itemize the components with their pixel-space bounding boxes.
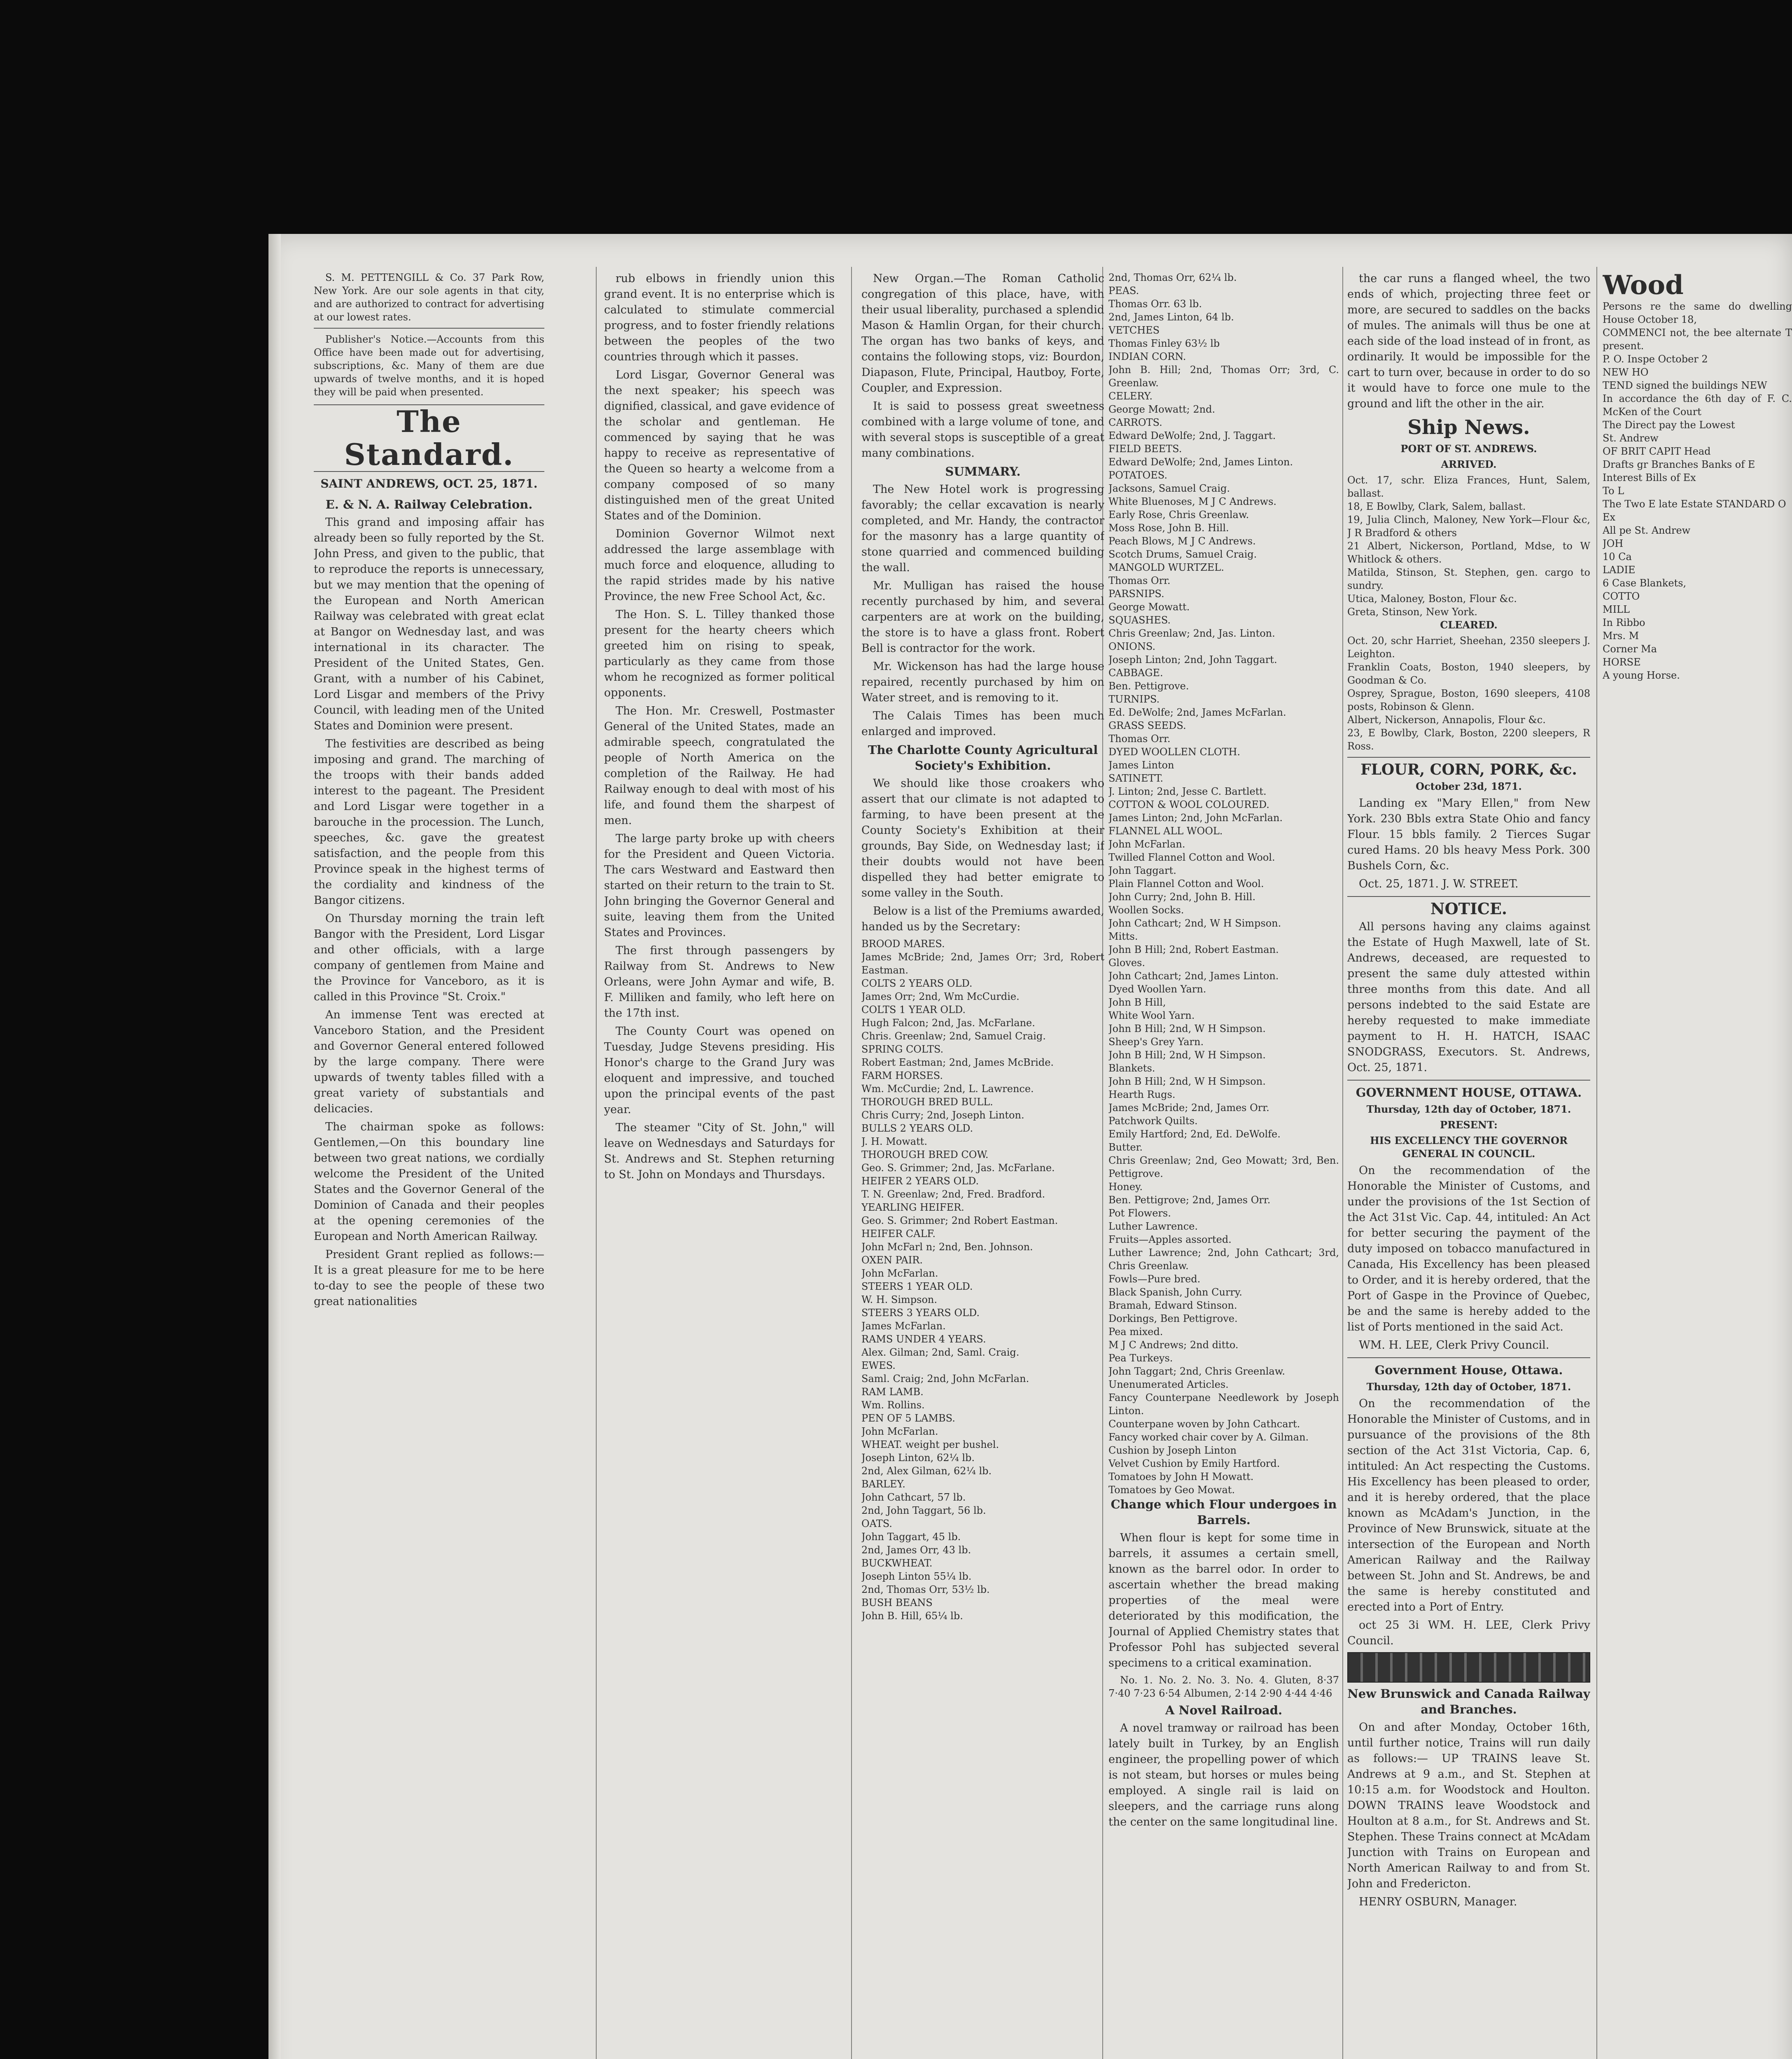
premium-entry: Pot Flowers. (1108, 1207, 1171, 1219)
article-paragraph: Dominion Governor Wilmot next addressed the large assemblage with much force and eloquence, alluding to the rapid strides made by his native Province, the new Free School Act, &c. (604, 528, 835, 603)
premium-entry: John Cathcart; 2nd, W H Simpson. (1108, 917, 1281, 929)
premium-entry: Joseph Linton 55¼ lb. (861, 1571, 972, 1582)
article-heading: E. & N. A. Railway Celebration. (325, 497, 533, 511)
fragment-line: Corner Ma (1603, 643, 1657, 655)
fragment-line: NEW HO (1603, 367, 1649, 378)
premium-entry: 2nd, James Linton, 64 lb. (1108, 311, 1234, 323)
premium-entry: Patchwork Quilts. (1108, 1115, 1198, 1127)
premium-entry: COLTS 2 YEARS OLD. (861, 978, 973, 989)
flour-heading: Change which Flour undergoes in Barrels. (1111, 1497, 1337, 1527)
premium-entry: Scotch Drums, Samuel Craig. (1108, 549, 1257, 560)
premium-entry: ONIONS. (1108, 641, 1156, 652)
premium-entry: Thomas Orr. 63 lb. (1108, 298, 1202, 310)
premium-entry: THOROUGH BRED COW. (861, 1149, 989, 1160)
newspaper-page (268, 234, 1792, 2059)
rail-sign: HENRY OSBURN, Manager. (1359, 1896, 1517, 1908)
premium-entry: George Mowatt; 2nd. (1108, 404, 1216, 415)
article-paragraph: The festivities are described as being imposing and grand. The marching of the troops with their bands added interest to the pageant. The President and Lord Lisgar were together in a barouche in the procession. The Lunch, speeches, &c. gave the greatest satisfaction, and the people from this Province speak in the highest terms of the cordiality and kindness of the Bangor citizens. (314, 738, 544, 907)
premium-entry: Chris Greenlaw; 2nd, Geo Mowatt; 3rd, Ben. Pettigrove. (1108, 1155, 1339, 1179)
premium-entry: John Cathcart, 57 lb. (861, 1492, 966, 1503)
flour-ad-sign: Oct. 25, 1871. J. W. STREET. (1359, 878, 1519, 890)
premium-entry: FIELD BEETS. (1108, 443, 1182, 455)
premium-entry: SPRING COLTS. (861, 1044, 944, 1055)
premium-entry: CABBAGE. (1108, 667, 1163, 679)
fragment-line: All pe St. Andrew (1603, 525, 1691, 536)
fragment-line: In accordance the 6th day of F. C. McKen of the Court (1603, 393, 1792, 418)
article-paragraph: This grand and imposing affair has already been so fully reported by the St. John Press, and given to the public, that to reproduce the reports is unnecessary, but we may mention that the opening of the European and North American Railway was celebrated with great eclat at Bangor on Wednesday last, and was international in its character. The President of the United States, Gen. Grant, with a number of his Cabinet, Lord Lisgar and members of the Privy Council, with leading men of the United States and Dominion were present. (314, 516, 544, 732)
fragment-line: The Two E late Estate STANDARD O (1603, 498, 1786, 510)
premium-entry: CARROTS. (1108, 417, 1162, 428)
summary-paragraph: Mr. Mulligan has raised the house recently purchased by him, and several carpenters are at work on the building, the store is to have a glass front. Robert Bell is contractor for the work. (861, 579, 1104, 655)
flour-table: No. 1. No. 2. No. 3. No. 4. Gluten, 8·37 7·40 7·23 6·54 Albumen, 2·14 2·90 4·44 4·46 (1108, 1674, 1339, 1699)
premium-entry: James Orr; 2nd, Wm McCurdie. (861, 991, 1020, 1002)
premium-entry: Edward DeWolfe; 2nd, J. Taggart. (1108, 430, 1276, 441)
clearance-entry: Oct. 20, schr Harriet, Sheehan, 2350 sleepers J. Leighton. (1347, 635, 1590, 660)
premium-entry: 2nd, Alex Gilman, 62¼ lb. (861, 1465, 992, 1477)
premium-entry: Gloves. (1108, 957, 1146, 969)
article-paragraph: It is said to possess great sweetness combined with a large volume of tone, and with several stops is susceptible of a great many combinations. (861, 400, 1104, 460)
premium-entry: COTTON & WOOL COLOURED. (1108, 799, 1269, 810)
arrival-entry: 19, Julia Clinch, Maloney, New York—Flour &c, J R Bradford & others (1347, 514, 1590, 539)
gov2-date: Thursday, 12th day of October, 1871. (1366, 1381, 1571, 1393)
article-paragraph: The chairman spoke as follows: Gentlemen,—On this boundary line between two great nations, we cordially welcome the President of the United States and the Governor General of the Dominion of Canada and their peoples at the opening ceremonies of the European and North American Railway. (314, 1121, 544, 1243)
column-1 (314, 271, 544, 2059)
premium-entry: BUCKWHEAT. (861, 1557, 933, 1569)
premium-entry: Cushion by Joseph Linton (1108, 1445, 1237, 1456)
summary-paragraph: The New Hotel work is progressing favorably; the cellar excavation is nearly completed, and Mr. Handy, the contractor for the masonry has a large quantity of stone quarried and commenced building the wall. (861, 483, 1104, 574)
premium-entry: Thomas Orr. (1108, 733, 1171, 745)
premium-entry: RAMS UNDER 4 YEARS. (861, 1333, 986, 1345)
premium-entry: Twilled Flannel Cotton and Wool. (1108, 852, 1275, 863)
article-paragraph: Lord Lisgar, Governor General was the next speaker; his speech was dignified, classical, and gave evidence of the scholar and gentleman. He commenced by saying that he was happy to receive as representative of the Queen so hearty a welcome from a company composed of so many distinguished men of the great United States and of the Dominion. (604, 369, 835, 522)
column-rule (1342, 267, 1343, 2059)
premium-entry: 2nd, Thomas Orr, 62¼ lb. (1108, 272, 1237, 283)
column-2 (604, 271, 835, 2059)
arrival-entry: 21 Albert, Nickerson, Portland, Mdse, to W Whitlock & others. (1347, 540, 1590, 565)
premium-entry: James McFarlan. (861, 1320, 946, 1332)
masthead: The Standard. (314, 404, 544, 472)
article-paragraph: rub elbows in friendly union this grand event. It is no enterprise which is calculated to stimulate commercial progress, and to foster friendly relations between the peoples of the two countries through which it passes. (604, 272, 835, 363)
premium-entry: John Curry; 2nd, John B. Hill. (1108, 891, 1256, 903)
fragment-line: JOH (1603, 538, 1624, 549)
premium-entry: John McFarl n; 2nd, Ben. Johnson. (861, 1241, 1033, 1253)
premium-entry: John B Hill; 2nd, W H Simpson. (1108, 1076, 1266, 1087)
premium-entry: TURNIPS. (1108, 693, 1160, 705)
premium-entry: Thomas Finley 63½ lb (1108, 338, 1220, 349)
premium-entry: John Taggart. (1108, 865, 1176, 876)
premium-entry: Emily Hartford; 2nd, Ed. DeWolfe. (1108, 1128, 1281, 1140)
arrival-entry: Matilda, Stinson, St. Stephen, gen. cargo to sundry. (1347, 567, 1590, 591)
premium-entry: Jacksons, Samuel Craig. (1108, 483, 1230, 494)
gov-sign: WM. H. LEE, Clerk Privy Council. (1359, 1339, 1549, 1352)
premium-entry: Fancy worked chair cover by A. Gilman. (1108, 1431, 1309, 1443)
premium-list (861, 937, 1104, 1622)
article-paragraph: The large party broke up with cheers for the President and Queen Victoria. The cars Westward and Eastward then started on their return to the train to St. John bringing the Governor General and suite, leaving them from the United States and Provinces. (604, 832, 835, 939)
fragment-line: 6 Case Blankets, (1603, 577, 1687, 589)
premium-entry: John Taggart; 2nd, Chris Greenlaw. (1108, 1366, 1286, 1377)
premium-entry: THOROUGH BRED BULL. (861, 1096, 993, 1108)
gov-council: HIS EXCELLENCY THE GOVERNOR GENERAL IN COUNCIL. (1370, 1135, 1568, 1160)
column-6 (1603, 271, 1792, 2059)
arrival-entry: Utica, Maloney, Boston, Flour &c. (1347, 593, 1517, 605)
fragment-line: To L (1603, 485, 1624, 497)
premium-entry: Hearth Rugs. (1108, 1089, 1176, 1100)
gov-date: Thursday, 12th day of October, 1871. (1366, 1103, 1571, 1115)
premium-entry: John B. Hill; 2nd, Thomas Orr; 3rd, C. Greenlaw. (1108, 364, 1339, 389)
column-rule (1596, 267, 1597, 2059)
premium-entry: John Cathcart; 2nd, James Linton. (1108, 970, 1279, 982)
arrivals-list (1347, 474, 1590, 619)
train-illustration (1347, 1652, 1590, 1683)
column-5 (1347, 271, 1590, 2059)
fragment-line: St. Andrew (1603, 432, 1659, 444)
exhibition-heading: The Charlotte County Agricultural Society's Exhibition. (868, 743, 1098, 773)
premium-entry: BUSH BEANS (861, 1597, 933, 1608)
fragment-line: A young Horse. (1603, 670, 1680, 681)
premium-entry: White Wool Yarn. (1108, 1010, 1195, 1021)
arrival-entry: 18, E Bowlby, Clark, Salem, ballast. (1347, 501, 1526, 512)
premium-entry: Wm. McCurdie; 2nd, L. Lawrence. (861, 1083, 1034, 1095)
premium-entry: HEIFER CALF. (861, 1228, 936, 1240)
clearance-entry: Albert, Nickerson, Annapolis, Flour &c. (1347, 714, 1546, 726)
premium-entry: FLANNEL ALL WOOL. (1108, 825, 1223, 837)
premium-entry: Ben. Pettigrove. (1108, 680, 1189, 692)
premium-entry: COLTS 1 YEAR OLD. (861, 1004, 966, 1015)
article-paragraph: The Hon. S. L. Tilley thanked those present for the hearty cheers which greeted him on rising to speak, particularly as they came from those whom he recognized as former political opponents. (604, 608, 835, 699)
premium-entry: Fruits—Apples assorted. (1108, 1234, 1232, 1245)
article-paragraph: An immense Tent was erected at Vanceboro Station, and the President and Governor General entered followed by the large company. There were upwards of twenty tables filled with a great variety of substantials and delicacies. (314, 1008, 544, 1115)
premium-entry: GRASS SEEDS. (1108, 720, 1186, 731)
article-paragraph: President Grant replied as follows:— It is a great pleasure for me to be here to-day to see the people of these two great nationalities (314, 1248, 544, 1308)
premium-entry: John B Hill, (1108, 997, 1166, 1008)
gov-present: PRESENT: (1440, 1119, 1498, 1131)
premium-entry: Tomatoes by Geo Mowat. (1108, 1484, 1235, 1496)
clearances-list (1347, 634, 1590, 753)
premium-entry: RAM LAMB. (861, 1386, 924, 1398)
fragment-line: HORSE (1603, 656, 1641, 668)
premium-entry: John McFarlan. (861, 1426, 938, 1437)
fragment-line: LADIE (1603, 564, 1636, 576)
divider (314, 328, 544, 329)
premium-entry: Peach Blows, M J C Andrews. (1108, 535, 1256, 547)
arrival-entry: Oct. 17, schr. Eliza Frances, Hunt, Salem, ballast. (1347, 474, 1590, 499)
premium-entry: SQUASHES. (1108, 614, 1171, 626)
dateline: SAINT ANDREWS, OCT. 25, 1871. (320, 477, 538, 490)
article-paragraph: The County Court was opened on Tuesday, Judge Stevens presiding. His Honor's charge to the Grand Jury was eloquent and impressive, and touched upon the principal events of the past year. (604, 1025, 835, 1116)
premium-entry: J. H. Mowatt. (861, 1136, 927, 1147)
premium-entry: PEN OF 5 LAMBS. (861, 1412, 955, 1424)
premium-entry: Unenumerated Articles. (1108, 1379, 1229, 1390)
premium-entry: Hugh Falcon; 2nd, Jas. McFarlane. (861, 1017, 1035, 1029)
fragment-line: MILL (1603, 604, 1630, 615)
premium-entry: PARSNIPS. (1108, 588, 1164, 600)
premium-entry: HEIFER 2 YEARS OLD. (861, 1175, 979, 1187)
clearance-entry: Franklin Coats, Boston, 1940 sleepers, by Goodman & Co. (1347, 661, 1590, 686)
premium-entry: OXEN PAIR. (861, 1254, 923, 1266)
premium-entry: Edward DeWolfe; 2nd, James Linton. (1108, 456, 1293, 468)
arrived-heading: ARRIVED. (1441, 458, 1497, 470)
premium-entry: Chris Greenlaw; 2nd, Jas. Linton. (1108, 628, 1275, 639)
agents-notice: S. M. PETTENGILL & Co. 37 Park Row, New York. Are our sole agents in that city, and are authorized to contract for advertising at our lowest rates. (314, 272, 544, 323)
premium-entry: Wm. Rollins. (861, 1399, 925, 1411)
fragment-line: OF BRIT CAPIT Head (1603, 446, 1711, 457)
premium-entry: Robert Eastman; 2nd, James McBride. (861, 1057, 1054, 1068)
fragment-line: COTTO (1603, 591, 1640, 602)
premium-entry: Joseph Linton; 2nd, John Taggart. (1108, 654, 1277, 665)
premium-entry: STEERS 1 YEAR OLD. (861, 1281, 973, 1292)
premium-entry: Butter. (1108, 1142, 1143, 1153)
premium-entry: Ben. Pettigrove; 2nd, James Orr. (1108, 1194, 1271, 1206)
premium-entry: STEERS 3 YEARS OLD. (861, 1307, 980, 1319)
wood-title: Wood (1603, 271, 1684, 301)
premium-entry: John McFarlan. (1108, 838, 1185, 850)
fragment-line: Mrs. M (1603, 630, 1639, 642)
ship-news-title: Ship News. (1407, 416, 1530, 439)
premium-entry: Bramah, Edward Stinson. (1108, 1300, 1237, 1311)
divider (1347, 757, 1590, 758)
publisher-notice: Publisher's Notice.—Accounts from this Office have been made out for advertising, subscriptions, &c. Many of them are due upwards of twelve months, and it is hoped they will be paid when presented. (314, 334, 544, 398)
fragment-line: COMMENCI not, the bee alternate T present. (1603, 327, 1792, 352)
premium-entry: Velvet Cushion by Emily Hartford. (1108, 1458, 1280, 1469)
article-paragraph: New Organ.—The Roman Catholic congregation of this place, have, with their usual liberality, purchased a splendid Mason & Hamlin Organ, for their church. The organ has two banks of keys, and contains the following stops, viz: Bourdon, Diapason, Flute, Principal, Hautboy, Forte, Coupler, and Expression. (861, 272, 1104, 395)
fragment-line: P. O. Inspe October 2 (1603, 353, 1708, 365)
premium-entry: Mitts. (1108, 931, 1138, 942)
premium-entry: Black Spanish, John Curry. (1108, 1286, 1242, 1298)
fragment-line: The Direct pay the Lowest (1603, 419, 1735, 431)
premium-entry: BULLS 2 YEARS OLD. (861, 1123, 973, 1134)
gov2-text: On the recommendation of the Honorable the Minister of Customs, and in pursuance of the provisions of the 8th section of the Act 31st Victoria, Cap. 6, intituled: An Act respecting the Customs. His Excellency has been pleased to order, and it is hereby ordered, that the place known as McAdam's Junction, in the Province of New Brunswick, situate at the intersection of the European and North American Railway and the Railway between St. John and St. Andrews, be and the same is hereby constituted and erected into a Port of Entry. (1347, 1397, 1590, 1613)
premium-entry: Ed. DeWolfe; 2nd, James McFarlan. (1108, 707, 1286, 718)
premium-entry: Tomatoes by John H Mowatt. (1108, 1471, 1254, 1482)
premium-entry: PEAS. (1108, 285, 1139, 296)
notice-title: NOTICE. (1430, 899, 1507, 918)
article-paragraph: The Hon. Mr. Creswell, Postmaster General of the United States, made an admirable speech, congratulated the people of North America on the completion of the Railway. He had Railway enough to deal with most of his life, and found them the sharpest of men. (604, 705, 835, 827)
premium-entry: INDIAN CORN. (1108, 351, 1186, 362)
article-paragraph: The first through passengers by Railway from St. Andrews to New Orleans, were John Aymar and wife, B. F. Milliken and family, who left here on the 17th inst. (604, 944, 835, 1020)
exhibition-paragraph: We should like those croakers who assert that our climate is not adapted to farming, to have been present at the County Society's Exhibition at their grounds, Bay Side, on Wednesday last; if their doubts would not have been dispelled they had better emigrate to some valley in the South. (861, 777, 1104, 899)
cleared-heading: CLEARED. (1440, 619, 1498, 631)
divider (1347, 1080, 1590, 1081)
rail-text: On and after Monday, October 16th, until further notice, Trains will run daily as follows:— UP TRAINS leave St. Andrews at 9 a.m., and St. Stephen at 10:15 a.m. for Woodstock and Houlton. DOWN TRAINS leave Woodstock and Houlton at 8 a.m., for St. Andrews and St. Stephen. These Trains connect at McAdam Junction with Trains on European and North American Railway to and from St. John and Fredericton. (1347, 1721, 1590, 1890)
divider (1347, 896, 1590, 897)
gov2-sign: oct 25 3i WM. H. LEE, Clerk Privy Council. (1347, 1619, 1590, 1647)
premium-entry: Fancy Counterpane Needlework by Joseph Linton. (1108, 1392, 1339, 1417)
article-paragraph: The steamer "City of St. John," will leave on Wednesdays and Saturdays for St. Andrews and St. Stephen returning to St. John on Mondays and Thursdays. (604, 1121, 835, 1181)
column-3 (861, 271, 1104, 2059)
railroad-paragraph-cont: the car runs a flanged wheel, the two ends of which, projecting three feet or more, are secured to saddles on the backs of mules. The animals will thus be one at each side of the load instead of in front, as ordinarily. It would be impossible for the cart to turn over, because in order to do so it would have to force one mule to the ground and lift the other in the air. (1347, 272, 1590, 410)
fragment-line: Interest Bills of Ex (1603, 472, 1696, 483)
premium-entry: James Linton; 2nd, John McFarlan. (1108, 812, 1283, 824)
premium-entry: John B. Hill, 65¼ lb. (861, 1610, 963, 1622)
premium-entry: Pea Turkeys. (1108, 1352, 1173, 1364)
flour-paragraph: When flour is kept for some time in barrels, it assumes a certain smell, known as the barrel odor. In order to ascertain whether the bread making properties of the meal were deteriorated by this modification, the Journal of Applied Chemistry states that Professor Pohl has subjected several specimens to a critical examination. (1108, 1531, 1339, 1669)
column-rule (851, 267, 852, 2059)
flour-ad-text: Landing ex "Mary Ellen," from New York. 230 Bbls extra State Ohio and fancy Flour. 15 bbls family. 2 Tierces Sugar cured Hams. 20 bls heavy Mess Pork. 300 Bushels Corn, &c. (1347, 797, 1590, 872)
fragment-line: 10 Ca (1603, 551, 1632, 563)
premium-entry: Blankets. (1108, 1062, 1155, 1074)
flour-ad-title: FLOUR, CORN, PORK, &c. (1360, 761, 1577, 778)
clearance-entry: Osprey, Sprague, Boston, 1690 sleepers, 4108 posts, Robinson & Glenn. (1347, 688, 1590, 712)
gov2-title: Government House, Ottawa. (1374, 1363, 1563, 1377)
page-fold-shadow (268, 234, 281, 2059)
premium-entry: Woollen Socks. (1108, 904, 1184, 916)
premium-entry: Pea mixed. (1108, 1326, 1163, 1338)
premium-entry: WHEAT. weight per bushel. (861, 1439, 999, 1450)
column-6-fragments (1603, 300, 1792, 682)
premium-entry: Thomas Orr. (1108, 575, 1171, 586)
premium-entry: W. H. Simpson. (861, 1294, 938, 1305)
premium-entry: John Taggart, 45 lb. (861, 1531, 961, 1543)
premium-entry: EWES. (861, 1360, 896, 1371)
gov-title: GOVERNMENT HOUSE, OTTAWA. (1356, 1086, 1582, 1100)
premium-entry: VETCHES (1108, 324, 1160, 336)
rail-title: New Brunswick and Canada Railway and Branches. (1347, 1687, 1590, 1716)
premium-entry: Early Rose, Chris Greenlaw. (1108, 509, 1249, 521)
premium-entry: Dorkings, Ben Pettigrove. (1108, 1313, 1238, 1324)
premium-entry: YEARLING HEIFER. (861, 1202, 964, 1213)
premium-entry: Chris. Greenlaw; 2nd, Samuel Craig. (861, 1030, 1046, 1042)
premium-entry: Chris Curry; 2nd, Joseph Linton. (861, 1109, 1024, 1121)
premium-entry: James McBride; 2nd, James Orr; 3rd, Robert Eastman. (861, 951, 1104, 976)
summary-paragraph: Mr. Wickenson has had the large house repaired, recently purchased by him on Water street, and is removing to it. (861, 660, 1104, 704)
premium-entry: 2nd, James Orr, 43 lb. (861, 1544, 971, 1556)
premium-entry: Luther Lawrence; 2nd, John Cathcart; 3rd, Chris Greenlaw. (1108, 1247, 1339, 1272)
article-paragraph: On Thursday morning the train left Bangor with the President, Lord Lisgar and other officials, with a large company of gentlemen from Maine and the Province for Vanceboro, as it is called in this Province "St. Croix." (314, 912, 544, 1003)
premium-entry: John McFarlan. (861, 1268, 938, 1279)
arrival-entry: Greta, Stinson, New York. (1347, 606, 1477, 618)
premium-entry: CELERY. (1108, 390, 1153, 402)
premium-entry: FARM HORSES. (861, 1070, 943, 1081)
premium-entry: John B Hill; 2nd, W H Simpson. (1108, 1049, 1266, 1061)
premium-entry: Dyed Woollen Yarn. (1108, 983, 1206, 995)
premium-entry: BROOD MARES. (861, 938, 945, 950)
premium-entry: Alex. Gilman; 2nd, Saml. Craig. (861, 1347, 1020, 1358)
premium-entry: 2nd, Thomas Orr, 53½ lb. (861, 1584, 990, 1595)
railroad-paragraph: A novel tramway or railroad has been lately built in Turkey, by an English engineer, the propelling power of which is not steam, but horses or mules being employed. A single rail is laid on sleepers, and the carriage runs along the center on the same longitudinal line. (1108, 1722, 1339, 1828)
premium-entry: Geo. S. Grimmer; 2nd Robert Eastman. (861, 1215, 1058, 1226)
port-heading: PORT OF ST. ANDREWS. (1400, 443, 1537, 455)
premium-entry: Plain Flannel Cotton and Wool. (1108, 878, 1264, 889)
summary-heading: SUMMARY. (945, 465, 1021, 479)
premium-entry: Counterpane woven by John Cathcart. (1108, 1418, 1300, 1430)
premium-entry: James Linton (1108, 759, 1174, 771)
premium-entry: 2nd, John Taggart, 56 lb. (861, 1505, 986, 1516)
exhibition-paragraph: Below is a list of the Premiums awarded, handed us by the Secretary: (861, 905, 1104, 933)
divider (1347, 1357, 1590, 1358)
clearance-entry: 23, E Bowlby, Clark, Boston, 2200 sleepers, R Ross. (1347, 727, 1590, 752)
premium-entry: T. N. Greenlaw; 2nd, Fred. Bradford. (861, 1188, 1045, 1200)
flour-ad-date: October 23d, 1871. (1416, 780, 1522, 792)
premium-entry: White Bluenoses, M J C Andrews. (1108, 496, 1277, 507)
fragment-line: Drafts gr Branches Banks of E (1603, 459, 1755, 470)
premium-entry: Honey. (1108, 1181, 1143, 1193)
premium-entry: DYED WOOLLEN CLOTH. (1108, 746, 1241, 758)
premium-entry: SATINETT. (1108, 773, 1164, 784)
gov-text: On the recommendation of the Honorable the Minister of Customs, and under the provisions of the 1st Section of the Act 31st Vic. Cap. 44, intituled: An Act for better securing the payment of the duty imposed on tobacco manufactured in Canada, His Excellency has been pleased to Order, and it is hereby ordered, that the Port of Gaspe in the Province of Quebec, be and the same is hereby added to the list of Ports mentioned in the said Act. (1347, 1164, 1590, 1333)
premium-entry: Joseph Linton, 62¼ lb. (861, 1452, 975, 1464)
premium-entry: J. Linton; 2nd, Jesse C. Bartlett. (1108, 786, 1267, 797)
notice-text: All persons having any claims against the Estate of Hugh Maxwell, late of St. Andrews, deceased, are requested to present the same duly attested within three months from this date. And all persons indebted to the said Estate are hereby requested to make immediate payment to H. H. HATCH, ISAAC SNODGRASS, Executors. St. Andrews, Oct. 25, 1871. (1347, 920, 1590, 1074)
fragment-line: In Ribbo (1603, 617, 1645, 628)
premium-entry: Fowls—Pure bred. (1108, 1273, 1201, 1285)
column-4 (1108, 271, 1339, 2059)
premium-entry: Sheep's Grey Yarn. (1108, 1036, 1204, 1048)
premium-entry: OATS. (861, 1518, 892, 1529)
premium-entry: Saml. Craig; 2nd, John McFarlan. (861, 1373, 1029, 1384)
premium-entry: BARLEY. (861, 1478, 905, 1490)
premium-entry: POTATOES. (1108, 469, 1167, 481)
premium-entry: Luther Lawrence. (1108, 1221, 1198, 1232)
premium-entry: George Mowatt. (1108, 601, 1190, 613)
premium-entry: Geo. S. Grimmer; 2nd, Jas. McFarlane. (861, 1162, 1055, 1174)
premium-entry: John B Hill; 2nd, W H Simpson. (1108, 1023, 1266, 1034)
premium-entry: MANGOLD WURTZEL. (1108, 562, 1224, 573)
summary-paragraph: The Calais Times has been much enlarged and improved. (861, 710, 1104, 738)
column-rule (596, 267, 597, 2059)
premium-entry: Moss Rose, John B. Hill. (1108, 522, 1229, 534)
premium-entry: James McBride; 2nd, James Orr. (1108, 1102, 1269, 1114)
fragment-line: TEND signed the buildings NEW (1603, 380, 1767, 391)
fragment-line: Persons re the same do dwelling House October 18, (1603, 301, 1792, 325)
railroad-heading: A Novel Railroad. (1165, 1703, 1283, 1717)
fragment-line: Ex (1603, 511, 1616, 523)
premium-entry: John B Hill; 2nd, Robert Eastman. (1108, 944, 1279, 955)
premium-list-continued (1108, 271, 1339, 1496)
premium-entry: M J C Andrews; 2nd ditto. (1108, 1339, 1239, 1351)
